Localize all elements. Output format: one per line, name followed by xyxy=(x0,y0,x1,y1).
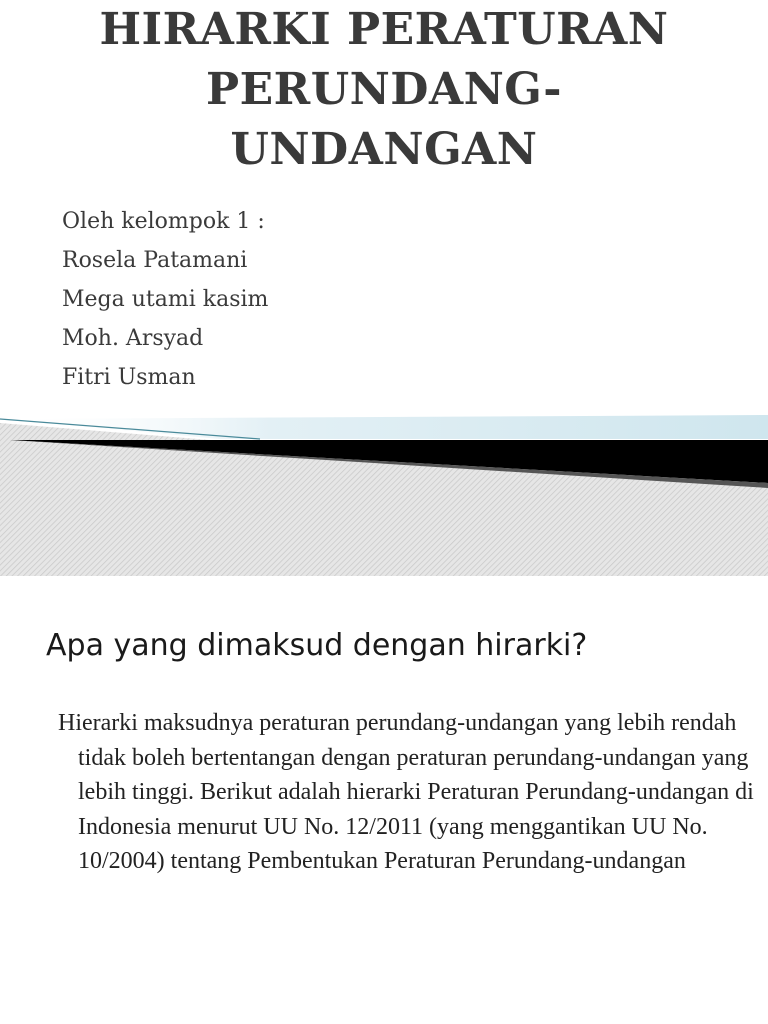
author-name: Rosela Patamani xyxy=(62,248,248,273)
body-paragraph: Hierarki maksudnya peraturan perundang-undangan yang lebih rendah tidak boleh bertentangan dengan peraturan perundang-undangan yang lebih tinggi. Berikut adalah hierarki Peraturan Perundang-undangan di Indonesia menurut UU No. 12/2011 (yang menggantikan UU No. 10/2004) tentang Pembentukan Peraturan Perundang-undangan xyxy=(58,710,754,874)
title-line: PERUNDANG- xyxy=(206,64,562,115)
title-line: HIRARKI PERATURAN xyxy=(99,4,669,55)
decorative-band xyxy=(0,395,768,576)
author-name: Mega utami kasim xyxy=(62,287,269,312)
group-label: Oleh kelompok 1 : xyxy=(62,209,265,234)
content-slide xyxy=(0,576,768,1024)
author-list xyxy=(62,202,268,397)
author-name: Fitri Usman xyxy=(62,365,196,390)
slide-heading: Apa yang dimaksud dengan hirarki? xyxy=(46,628,588,663)
slide-title xyxy=(40,0,728,180)
author-name: Moh. Arsyad xyxy=(62,326,204,351)
title-line: UNDANGAN xyxy=(230,124,538,175)
